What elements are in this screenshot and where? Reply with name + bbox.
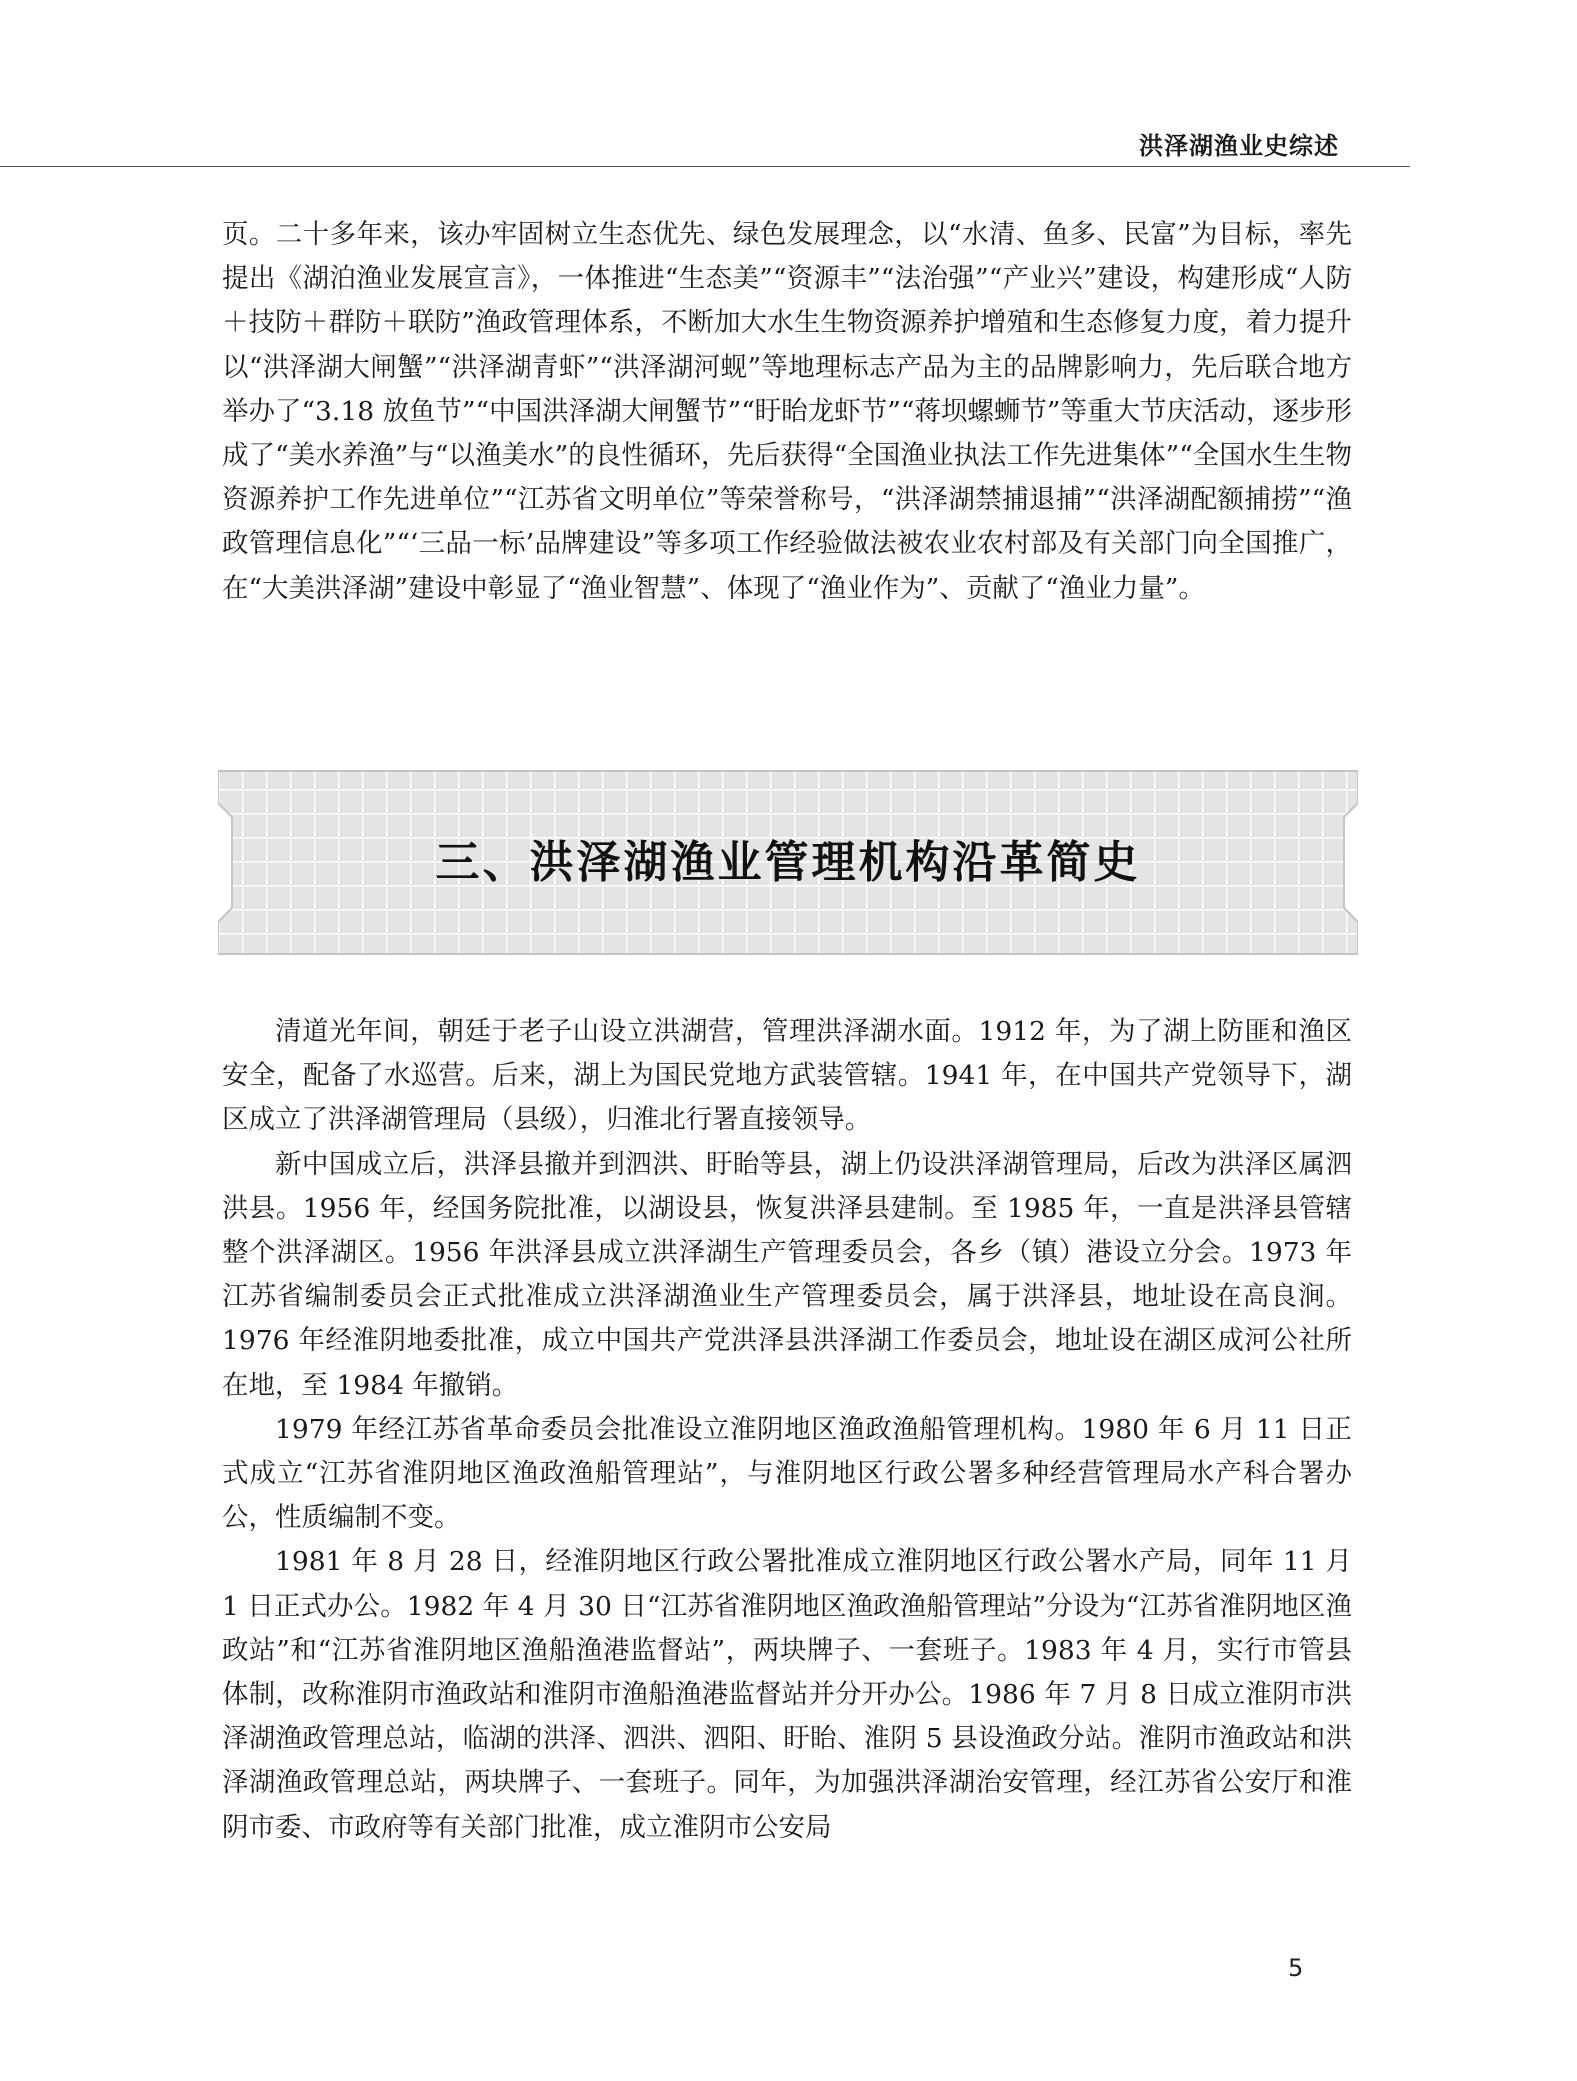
paragraph: 新中国成立后，洪泽县撤并到泗洪、盱眙等县，湖上仍设洪泽湖管理局，后改为洪泽区属泗洪县。1956 年，经国务院批准，以湖设县，恢复洪泽县建制。至 1985 年，一直是洪泽县管辖整个洪泽湖区。1956 年洪泽县成立洪泽湖生产管理委员会，各乡（镇）港设立分会。1973 年江苏省编制委员会正式批准成立洪泽湖渔业生产管理委员会，属于洪泽县，地址设在高良涧。1976 年经淮阴地委批准，成立中国共产党洪泽县洪泽湖工作委员会，地址设在湖区成河公社所在地，至 1984 年撤销。 bbox=[222, 1148, 1352, 1401]
paragraph: 1981 年 8 月 28 日，经淮阴地区行政公署批准成立淮阴地区行政公署水产局，同年 11 月 1 日正式办公。1982 年 4 月 30 日“江苏省淮阴地区渔政渔船管理站”分设为“江苏省淮阴地区渔政站”和“江苏省淮阴地区渔船渔港监督站”，两块牌子、一套班子。1983 年 4 月，实行市管县体制，改称淮阴市渔政站和淮阴市渔船渔港监督站并分开办公。1986 年 7 月 8 日成立淮阴市洪泽湖渔政管理总站，临湖的洪泽、泗洪、泗阳、盱眙、淮阴 5 县设渔政分站。淮阴市渔政站和洪泽湖渔政管理总站，两块牌子、一套班子。同年，为加强洪泽湖治安管理，经江苏省公安厅和淮阴市委、市政府等有关部门批准，成立淮阴市公安局 bbox=[222, 1546, 1352, 1843]
bottom-text-block bbox=[222, 1010, 1352, 1850]
running-header-title: 洪泽湖渔业史综述 bbox=[1139, 132, 1339, 160]
top-text-block bbox=[222, 213, 1352, 611]
section-heading: 三、洪泽湖渔业管理机构沿革简史 bbox=[435, 837, 1141, 888]
header-rule bbox=[0, 166, 1410, 167]
page-number: 5 bbox=[1288, 1954, 1304, 1982]
running-header bbox=[0, 0, 1577, 168]
paragraph: 1979 年经江苏省革命委员会批准设立淮阴地区渔政渔船管理机构。1980 年 6 月 11 日正式成立“江苏省淮阴地区渔政渔船管理站”，与淮阴地区行政公署多种经营管理局水产科合署办公，性质编制不变。 bbox=[222, 1413, 1352, 1534]
paragraph: 页。二十多年来，该办牢固树立生态优先、绿色发展理念，以“水清、鱼多、民富”为目标，率先提出《湖泊渔业发展宣言》，一体推进“生态美”“资源丰”“法治强”“产业兴”建设，构建形成“人防＋技防＋群防＋联防”渔政管理体系，不断加大水生生物资源养护增殖和生态修复力度，着力提升以“洪泽湖大闸蟹”“洪泽湖青虾”“洪泽湖河蚬”等地理标志产品为主的品牌影响力，先后联合地方举办了“3.18 放鱼节”“中国洪泽湖大闸蟹节”“盱眙龙虾节”“蒋坝螺蛳节”等重大节庆活动，逐步形成了“美水养渔”与“以渔美水”的良性循环，先后获得“全国渔业执法工作先进集体”“全国水生生物资源养护工作先进单位”“江苏省文明单位”等荣誉称号，“洪泽湖禁捕退捕”“洪泽湖配额捕捞”“渔政管理信息化”“‘三品一标’品牌建设”等多项工作经验做法被农业农村部及有关部门向全国推广，在“大美洪泽湖”建设中彰显了“渔业智慧”、体现了“渔业作为”、贡献了“渔业力量”。 bbox=[222, 219, 1352, 604]
paragraph: 清道光年间，朝廷于老子山设立洪湖营，管理洪泽湖水面。1912 年，为了湖上防匪和渔区安全，配备了水巡营。后来，湖上为国民党地方武装管辖。1941 年，在中国共产党领导下，湖区成立了洪泽湖管理局（县级），归淮北行署直接领导。 bbox=[222, 1016, 1352, 1136]
section-banner bbox=[218, 765, 1358, 960]
